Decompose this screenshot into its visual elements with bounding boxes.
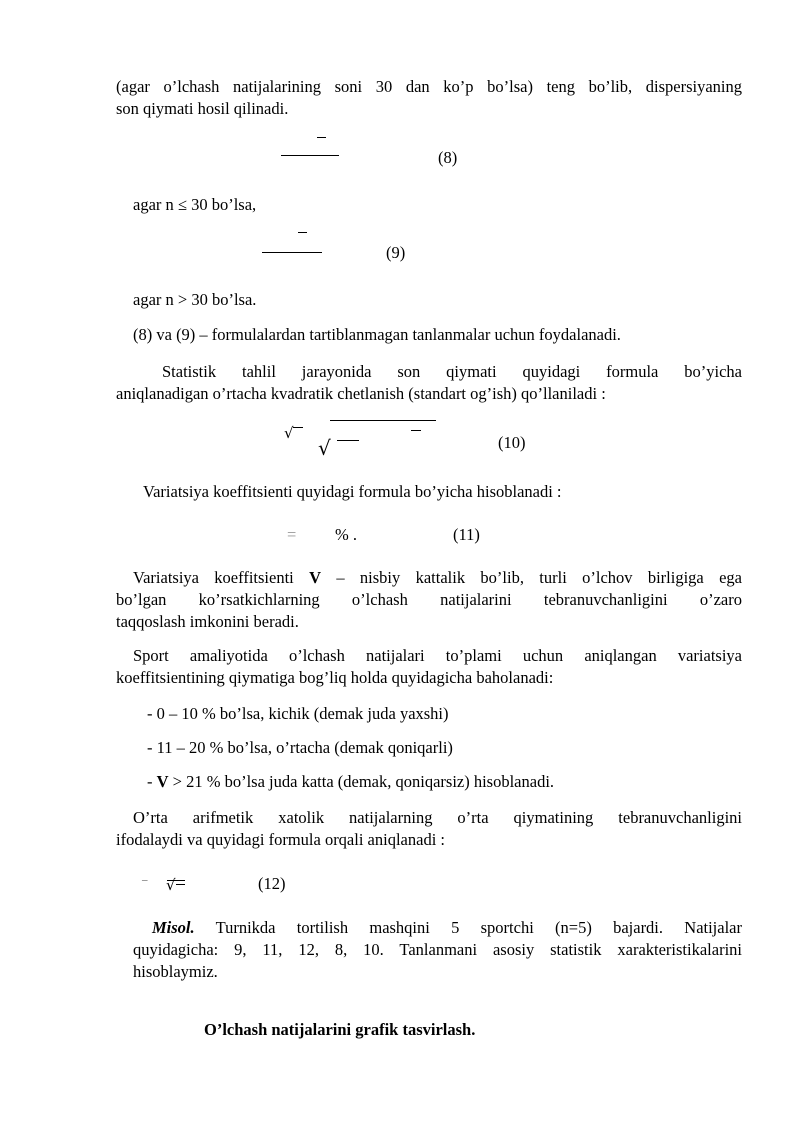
list-item: - 11 – 20 % bo’lsa, o’rtacha (demak qoniqarli) bbox=[147, 738, 453, 757]
condition-n-gt-30: agar n > 30 bo’lsa. bbox=[133, 290, 257, 309]
sport-paragraph bbox=[116, 645, 742, 689]
variation-symbol-v: V bbox=[309, 568, 321, 587]
variation-coefficient-intro: Variatsiya koeffitsienti quyidagi formula bo’yicha hisoblanadi : bbox=[143, 482, 562, 501]
mean-error-paragraph bbox=[116, 807, 742, 851]
formula-12-mean-symbol: – bbox=[142, 874, 148, 886]
sport-line-1: Sport amaliyotida o’lchash natijalari to’plami uchun aniqlangan variatsiya bbox=[133, 646, 742, 665]
variation-line-1-part-c: – nisbiy kattalik bo’lib, turli o’lchov birligiga ega bbox=[321, 568, 742, 587]
example-paragraph bbox=[133, 917, 742, 983]
formula-9-mean-bar bbox=[298, 232, 307, 233]
formula-10-sqrt-sign-large: √ bbox=[318, 436, 331, 460]
variation-line-1-part-a: Variatsiya koeffitsienti bbox=[133, 568, 310, 587]
formula-10-fraction-line bbox=[337, 440, 359, 441]
formula-usage-note: (8) va (9) – formulalardan tartiblanmagan tanlanmalar uchun foydalanadi. bbox=[133, 325, 621, 344]
formula-12-fraction-line bbox=[167, 880, 185, 881]
intro-line-2: son qiymati hosil qilinadi. bbox=[116, 99, 289, 118]
example-line-1 bbox=[133, 917, 742, 939]
formula-8-mean-bar bbox=[317, 137, 326, 138]
example-line-1-text: Turnikda tortilish mashqini 5 sportchi (n=5) bajardi. Natijalar bbox=[194, 918, 742, 937]
formula-11-equals: = bbox=[287, 525, 297, 544]
intro-line-1: (agar o’lchash natijalarining soni 30 dan ko’p bo’lsa) teng bo’lib, dispersiyaning bbox=[116, 77, 742, 96]
formula-11-number: (11) bbox=[453, 525, 480, 544]
list-item: - 0 – 10 % bo’lsa, kichik (demak juda yaxshi) bbox=[147, 704, 449, 723]
formula-12-number: (12) bbox=[258, 874, 286, 893]
mean-error-line-1: O’rta arifmetik xatolik natijalarning o’rta qiymatining tebranuvchanligini bbox=[133, 808, 742, 827]
condition-n-le-30: agar n ≤ 30 bo’lsa, bbox=[133, 195, 257, 214]
variation-line-3: taqqoslash imkonini beradi. bbox=[116, 612, 299, 631]
section-heading: O’lchash natijalarini grafik tasvirlash. bbox=[204, 1020, 476, 1039]
formula-8-fraction-line bbox=[281, 155, 339, 156]
example-label: Misol. bbox=[152, 918, 195, 937]
variation-symbol-v: V bbox=[156, 772, 169, 791]
formula-10-sqrt-bar-small bbox=[293, 427, 303, 428]
list-item-dash: - bbox=[147, 772, 157, 791]
formula-11-percent: % . bbox=[335, 525, 357, 544]
variation-line-2: bo’lgan ko’rsatkichlarning o’lchash natijalarini tebranuvchanligini o’zaro bbox=[116, 590, 742, 609]
example-line-3: hisoblaymiz. bbox=[133, 962, 218, 981]
intro-paragraph bbox=[116, 76, 742, 120]
formula-10-number: (10) bbox=[498, 433, 526, 452]
mean-error-line-2: ifodalaydi va quyidagi formula orqali aniqlanadi : bbox=[116, 830, 445, 849]
formula-12-sqrt-bar bbox=[176, 884, 185, 885]
formula-9-fraction-line bbox=[262, 252, 322, 253]
formula-10-mean-bar bbox=[411, 430, 421, 431]
example-line-2: quyidagicha: 9, 11, 12, 8, 10. Tanlanmani asosiy statistik xarakteristikalarini bbox=[133, 940, 742, 959]
formula-9-number: (9) bbox=[386, 243, 406, 262]
formula-10-sqrt-bar-large bbox=[330, 420, 436, 421]
sport-line-2: koeffitsientining qiymatiga bog’liq holda quyidagicha baholanadi: bbox=[116, 668, 554, 687]
formula-12-sqrt-sign: √ bbox=[166, 876, 176, 894]
list-item bbox=[147, 772, 554, 792]
formula-10-sqrt-sign-small: √ bbox=[284, 424, 294, 442]
std-dev-paragraph bbox=[116, 361, 742, 405]
variation-line-1 bbox=[116, 567, 742, 589]
list-item-text: > 21 % bo’lsa juda katta (demak, qoniqarsiz) hisoblanadi. bbox=[168, 772, 555, 791]
std-dev-line-2: aniqlanadigan o’rtacha kvadratik chetlanish (standart og’ish) qo’llaniladi : bbox=[116, 384, 606, 403]
formula-8-number: (8) bbox=[438, 148, 458, 167]
std-dev-line-1: Statistik tahlil jarayonida son qiymati quyidagi formula bo’yicha bbox=[162, 362, 742, 381]
variation-paragraph bbox=[116, 567, 742, 633]
